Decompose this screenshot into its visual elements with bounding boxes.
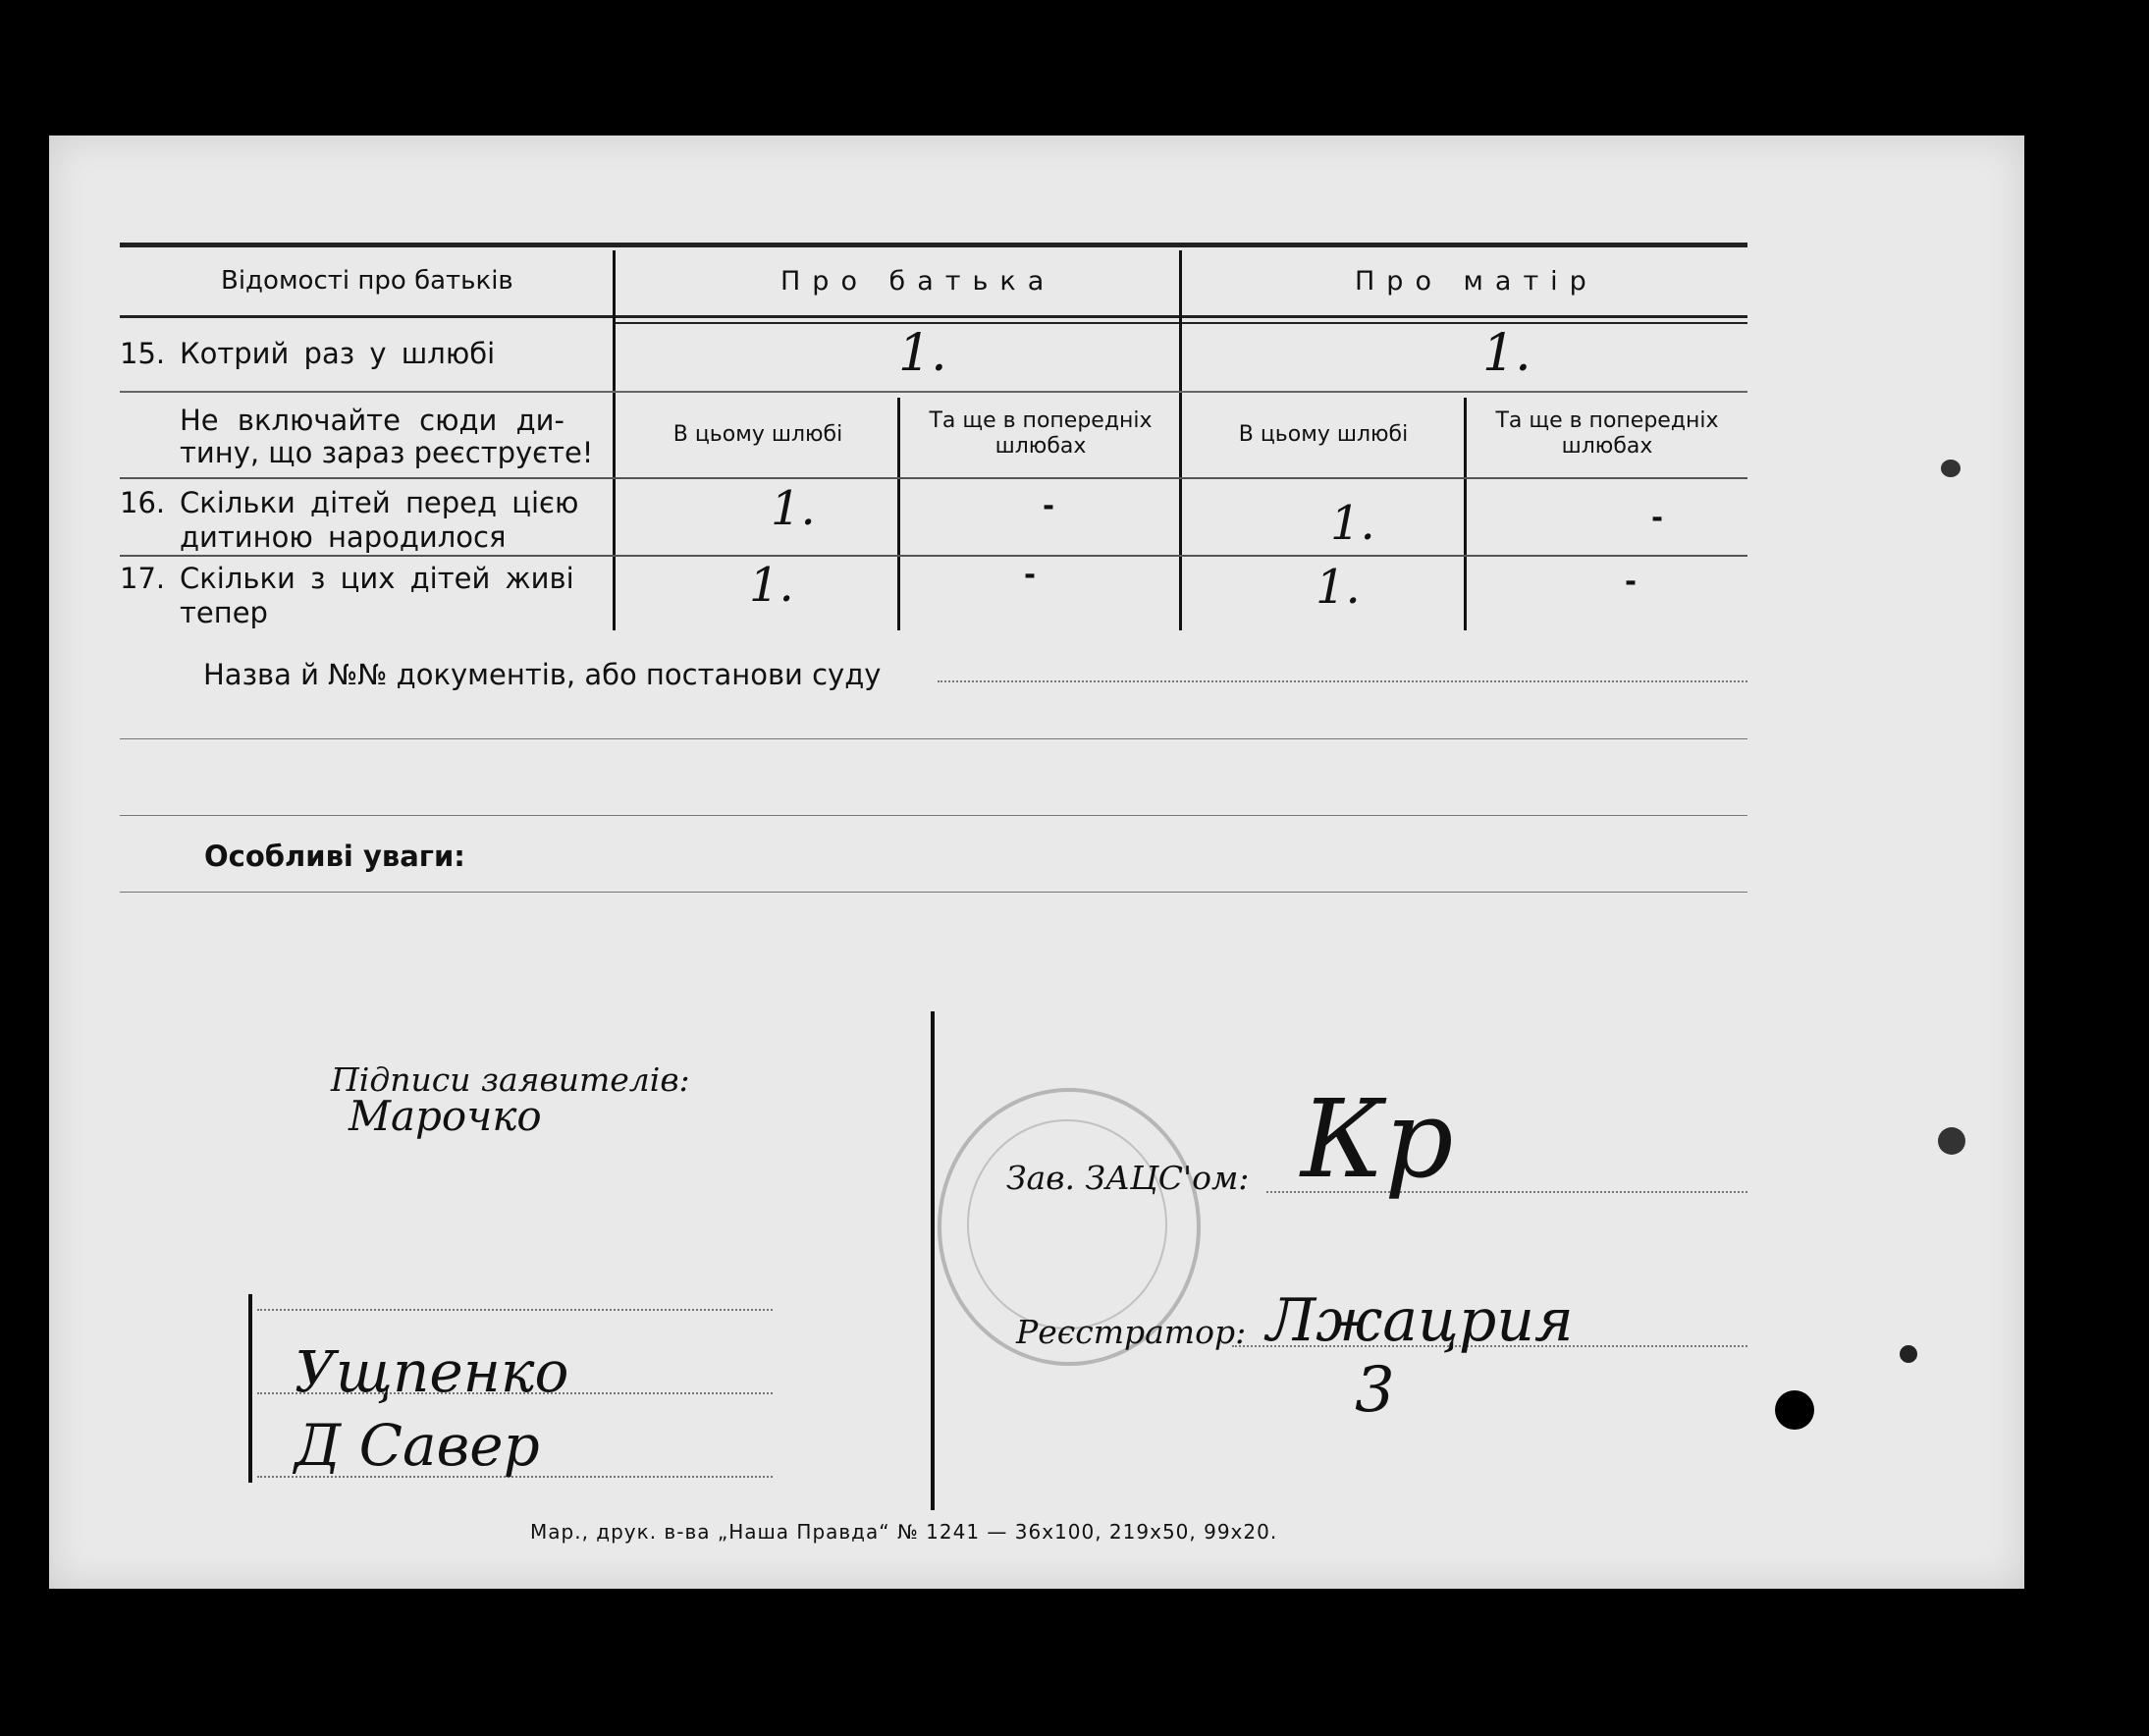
row17-line2: тепер (180, 596, 268, 629)
documents-line-2 (120, 738, 1747, 739)
remarks-label: Особливі уваги: (204, 840, 465, 873)
mother-sub-current: В цьому шлюбі (1238, 422, 1409, 447)
row16-father-current: 1. (771, 481, 816, 536)
divider-mother-sub (1464, 398, 1467, 630)
documents-label: Назва й №№ документів, або постанови суду (203, 658, 882, 691)
row17-father-current: 1. (749, 558, 794, 613)
printer-imprint: Мар., друк. в-ва „Наша Правда“ № 1241 — 36x100, 219x50, 99x20. (530, 1520, 1278, 1544)
row16-rule (120, 555, 1747, 557)
mother-sub-previous (1470, 408, 1745, 460)
row15-father-value: 1. (898, 324, 947, 383)
row17-number: 17. (120, 562, 166, 595)
note-rule (120, 477, 1747, 479)
row17-line1: Скільки з цих дітей живі (180, 562, 574, 595)
father-sub-previous-line1: Та ще в попередніх (929, 408, 1153, 433)
divider-father-sub (897, 398, 900, 630)
punch-hole-4 (1900, 1345, 1917, 1363)
applicants-line-1 (257, 1309, 773, 1311)
row16-mother-current: 1. (1330, 496, 1375, 551)
header-bottom-rule (120, 315, 1747, 318)
father-sub-previous-line2: шлюбах (994, 434, 1087, 459)
note-line2: тину, що зараз реєструєте! (180, 436, 594, 469)
punch-hole-3 (1941, 460, 1961, 477)
table-top-rule (120, 243, 1747, 247)
remarks-line (120, 892, 1747, 893)
divider-label-col (613, 250, 616, 630)
row15-mother-value: 1. (1482, 324, 1531, 383)
signature-divider (931, 1011, 935, 1510)
registrar-label: Реєстратор: (1016, 1313, 1247, 1351)
applicants-label: Підписи заявителів: (331, 1060, 690, 1099)
row17-mother-previous: - (1625, 565, 1638, 598)
applicants-brace (248, 1294, 258, 1483)
mother-sub-previous-line1: Та ще в попередніх (1495, 408, 1719, 433)
registrar-mark: 3 (1355, 1354, 1395, 1427)
documents-fill-line (938, 680, 1747, 682)
father-sub-current: В цьому шлюбі (672, 422, 843, 447)
father-sub-previous (903, 408, 1178, 460)
applicant-signature-2: Ущпенко (295, 1338, 569, 1405)
row16-number: 16. (120, 486, 166, 519)
row16-mother-previous: - (1651, 501, 1664, 534)
row16-father-previous: - (1043, 489, 1055, 522)
row15-label: Котрий раз у шлюбі (180, 337, 496, 370)
header-father: Про батька (780, 266, 1056, 297)
row17-father-previous: - (1024, 558, 1037, 591)
row16-line1: Скільки дітей перед цією (180, 486, 579, 519)
row15-number: 15. (120, 337, 166, 370)
head-label: Зав. ЗАЦС'ом: (1006, 1159, 1250, 1197)
row15-rule (120, 391, 1747, 393)
documents-line-3 (120, 815, 1747, 816)
punch-hole-1 (1775, 1390, 1814, 1430)
official-stamp-inner (967, 1119, 1167, 1329)
punch-hole-2 (1938, 1127, 1965, 1155)
header-col-label: Відомості про батьків (221, 266, 513, 296)
row17-mother-current: 1. (1316, 560, 1361, 615)
head-signature: Кр (1301, 1076, 1454, 1202)
row16-line2: дитиною народилося (180, 520, 507, 554)
applicant-signature-3: Д Савер (295, 1412, 540, 1479)
applicant-signature-1: Марочко (349, 1092, 542, 1140)
mother-sub-previous-line2: шлюбах (1561, 434, 1653, 459)
header-mother: Про матір (1355, 266, 1598, 297)
divider-father-mother (1179, 250, 1182, 630)
registrar-signature: Лжацрия (1266, 1286, 1574, 1355)
note-line1: Не включайте сюди ди- (180, 404, 564, 437)
